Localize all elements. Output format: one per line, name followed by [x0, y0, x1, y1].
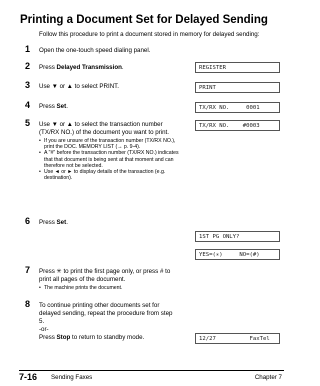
- step-5-notes: [39, 138, 179, 181]
- lcd-display-standby: 12/27 FaxTel: [195, 333, 280, 344]
- intro-text: Follow this procedure to print a document stored in memory for delayed sending:: [39, 31, 260, 38]
- step-3: [25, 80, 179, 91]
- step-7: [25, 265, 179, 291]
- step-8: [25, 299, 179, 342]
- step-number: 3: [25, 80, 31, 90]
- lcd-display-register: REGISTER: [195, 62, 280, 73]
- step-2: [25, 61, 179, 72]
- step-number: 8: [25, 299, 31, 309]
- key-name: Delayed Transmission: [56, 64, 122, 71]
- step-number: 7: [25, 265, 31, 275]
- step-text-end: .: [121, 64, 124, 71]
- step-text: Press: [39, 103, 57, 110]
- step-text: Press ✳ to print the first page only, or press # to print all pages of the document.: [39, 268, 171, 283]
- step-text-end: .: [66, 219, 68, 226]
- key-name: Set: [56, 219, 67, 226]
- page-title: Printing a Document Set for Delayed Sending: [20, 14, 268, 26]
- step-text: Press: [39, 219, 57, 226]
- or-separator: -or-: [39, 326, 49, 333]
- step-number: 5: [25, 118, 31, 128]
- step-number: 1: [25, 44, 31, 54]
- footer-chapter: Chapter 7: [254, 374, 282, 381]
- note-item: • The machine prints the document.: [39, 285, 179, 291]
- footer-page-number: 7-16: [19, 372, 38, 382]
- step-number: 4: [25, 100, 31, 110]
- step-number: 2: [25, 61, 31, 71]
- note-item: • A "#" before the transaction number (TX/RX NO.) indicates that that document is being sent at that moment and can therefore not be selected.: [39, 150, 179, 169]
- step-text: Press: [39, 64, 57, 71]
- key-name: Stop: [56, 334, 71, 341]
- step-text: Use ▼ or ▲ to select PRINT.: [39, 83, 119, 90]
- lcd-display-yes-no: YES=(✳) NO=(#): [195, 249, 280, 260]
- lcd-display-txrx-2: TX/RX NO. #0003: [195, 120, 280, 131]
- step-alt-text: Press: [39, 334, 57, 341]
- footer-section-title: Sending Faxes: [51, 374, 93, 381]
- step-7-notes: [39, 285, 179, 291]
- step-text-end: .: [66, 103, 68, 110]
- note-item: • If you are unsure of the transaction number (TX/RX NO.), print the DOC. MEMORY LIST (→ p. 9-4).: [39, 138, 179, 150]
- step-alt-text-end: to return to standby mode.: [70, 334, 145, 341]
- lcd-display-first-page: 1ST PG ONLY?: [195, 231, 280, 242]
- step-6: [25, 216, 179, 227]
- step-text: Open the one-touch speed dialing panel.: [39, 47, 151, 54]
- step-text: Use ▼ or ▲ to select the transaction number (TX/RX NO.) of the document you want to print.: [39, 121, 169, 136]
- step-4: [25, 100, 179, 111]
- lcd-display-txrx-1: TX/RX NO. 0001: [195, 102, 280, 113]
- lcd-display-print: PRINT: [195, 82, 280, 93]
- note-item: • Use ◄ or ► to display details of the transaction (e.g. destination).: [39, 169, 179, 181]
- key-name: Set: [56, 103, 67, 110]
- step-5: [25, 118, 179, 182]
- footer-divider: [19, 370, 284, 371]
- step-number: 6: [25, 216, 31, 226]
- step-1: [25, 44, 179, 55]
- step-text: To continue printing other documents set for delayed sending, repeat the procedure from step 5.: [39, 302, 173, 325]
